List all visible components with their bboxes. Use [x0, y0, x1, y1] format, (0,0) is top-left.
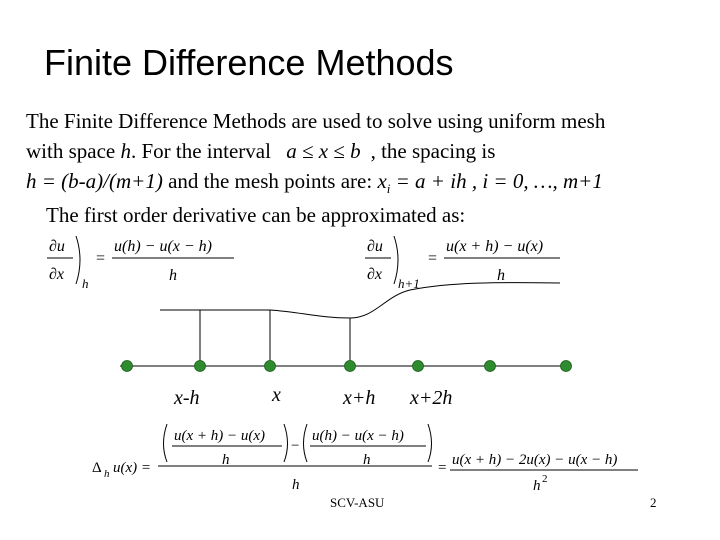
mesh-label-x-plus-2h: x+2h: [410, 387, 453, 409]
mesh-point: [413, 361, 424, 372]
slide-title: Finite Difference Methods: [44, 42, 454, 83]
paren-bracket: [284, 424, 288, 462]
paragraph-line-1: The Finite Difference Methods are used to solve using uniform mesh: [26, 109, 606, 133]
formula-text: ∂u: [367, 238, 383, 255]
function-curve: [160, 283, 560, 318]
formula-text: u(x + h) − u(x): [174, 428, 266, 444]
formula-text: =: [96, 250, 106, 267]
formula-text: h: [497, 267, 505, 284]
formula-text: ∂x: [49, 266, 65, 283]
interval-formula: a ≤ x ≤ b: [286, 139, 361, 163]
formula-text: h: [363, 452, 371, 468]
formula-text: h: [82, 276, 89, 291]
text-span: . For the interval: [130, 139, 277, 163]
derivative-intro: The first order derivative can be approximated as:: [46, 203, 466, 227]
paren-bracket: [76, 236, 80, 284]
formula-text: h+1: [398, 276, 420, 291]
text-span: x: [377, 169, 387, 193]
mesh-point: [122, 361, 133, 372]
mesh-point: [561, 361, 572, 372]
backward-difference-formula: [47, 236, 234, 291]
mesh-label-x: x: [272, 384, 281, 406]
mesh-point: [195, 361, 206, 372]
formula-text: u(x + h) − u(x): [446, 238, 544, 255]
page-number: 2: [650, 495, 657, 510]
mesh-label-x-minus-h: x-h: [174, 387, 200, 409]
text-span: with space: [26, 139, 121, 163]
mesh-point: [345, 361, 356, 372]
paren-bracket: [164, 424, 168, 462]
formula-text: h: [169, 267, 177, 284]
formula-text: h: [104, 468, 110, 480]
mesh-label-x-plus-h: x+h: [343, 387, 376, 409]
formula-text: h: [292, 477, 300, 493]
formula-text: ∂u: [49, 238, 65, 255]
formula-text: Δ: [92, 460, 102, 476]
formula-text: h: [222, 452, 230, 468]
formula-text: =: [438, 460, 447, 476]
formula-text: ∂x: [367, 266, 383, 283]
formula-text: u(h) − u(x − h): [312, 428, 404, 444]
formula-text: u(h) − u(x − h): [114, 238, 213, 255]
formula-text: 2: [542, 473, 548, 485]
mesh-point: [485, 361, 496, 372]
formula-text: u(x) =: [113, 460, 152, 476]
paren-bracket: [428, 424, 432, 462]
paren-bracket: [304, 424, 308, 462]
second-difference-formula: [92, 424, 638, 494]
text-span: h: [120, 139, 131, 163]
slide-footer: SCV-ASU: [330, 495, 385, 510]
text-span: h = (b-a)/(m+1): [26, 169, 163, 193]
formula-text: h: [533, 478, 541, 494]
text-span: i: [386, 181, 391, 197]
text-span: and the mesh points are:: [162, 169, 378, 193]
formula-text: u(x + h) − 2u(x) − u(x − h): [452, 452, 618, 468]
formula-text: =: [428, 250, 438, 267]
text-span: = a + ih , i = 0, …, m+1: [390, 169, 603, 193]
mesh-point: [265, 361, 276, 372]
text-span: , the spacing is: [370, 139, 496, 163]
formula-text: −: [291, 438, 300, 454]
